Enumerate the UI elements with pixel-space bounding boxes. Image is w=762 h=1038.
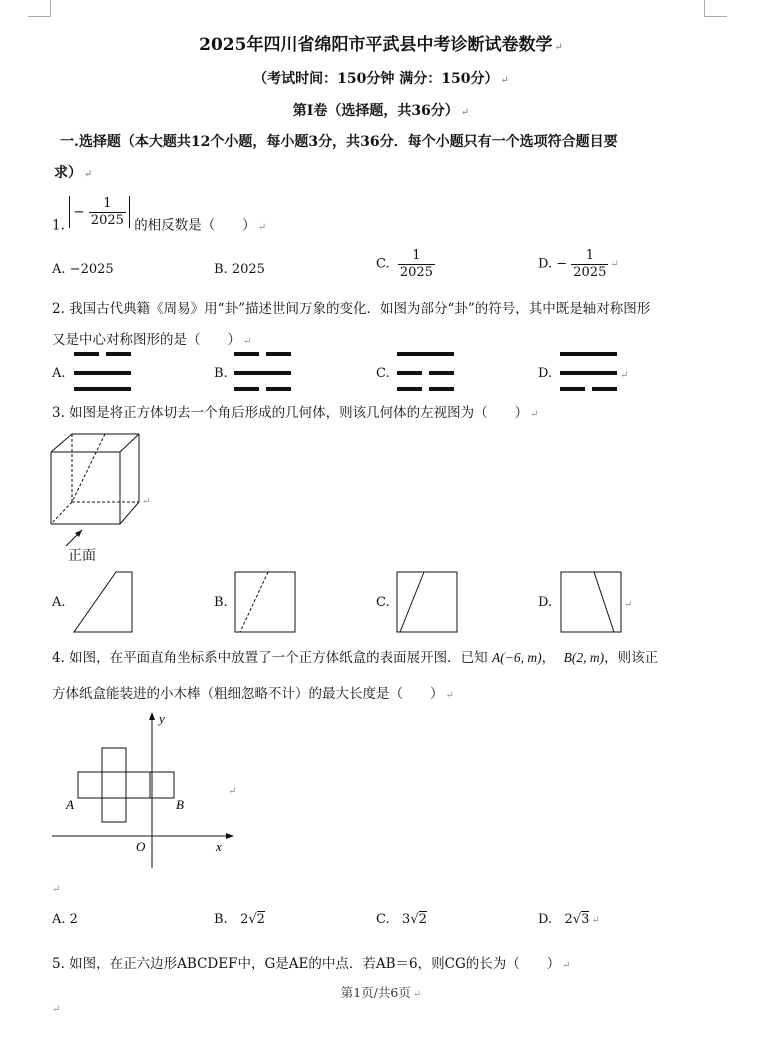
sqrt-sign-icon: √ bbox=[410, 912, 419, 927]
question-3: 3. 如图是将正方体切去一个角后形成的几何体，则该几何体的左视图为（ ） ↵ bbox=[52, 405, 539, 421]
question-1: 1. − $\frac{1}{2025}$ 的相反数是（ ） $_↵$ bbox=[52, 196, 267, 234]
q2-option-b-label: B. bbox=[214, 366, 228, 381]
x-axis-label: x bbox=[216, 839, 222, 854]
page-title: 2025年四川省绵阳市平武县中考诊断试卷数学 ↵ bbox=[199, 35, 563, 55]
q2-option-a-label: A. bbox=[52, 366, 66, 381]
return-mark: ↵ bbox=[620, 370, 629, 381]
sqrt-sign-icon: √ bbox=[572, 912, 582, 927]
point-a-coordinate: A(−6, m) bbox=[491, 650, 542, 665]
sqrt-sign-icon: √ bbox=[248, 912, 257, 927]
q3-option-d-figure bbox=[560, 570, 624, 634]
q2-option-d-label: D. bbox=[538, 366, 553, 381]
q1-option-a: A. −2025 bbox=[52, 262, 114, 277]
abs-value-expression: − $\frac{1}{2025}$ bbox=[69, 196, 130, 228]
question-4-line2: 方体纸盒能装进的小木棒（粗细忽略不计）的最大长度是（ ） ↵ bbox=[52, 686, 454, 702]
return-mark: ↵ bbox=[52, 884, 61, 895]
q3-option-c-figure bbox=[396, 570, 460, 634]
question-2-line1: 2. 我国古代典籍《周易》用“卦”描述世间万象的变化．如图为部分“卦”的符号，其中既是轴对称图形 bbox=[52, 301, 651, 317]
q4-option-b: B. 2√2 bbox=[214, 912, 265, 927]
origin-label: O bbox=[136, 839, 146, 854]
exam-info: （考试时间：150分钟 满分：150分） ↵ bbox=[253, 71, 509, 87]
section-heading-line1: 一.选择题（本大题共12个小题，每小题3分，共36分．每个小题只有一个选项符合题目要 bbox=[60, 134, 618, 150]
point-b-label: B bbox=[176, 797, 184, 812]
question-5: 5. 如图，在正六边形ABCDEF中，G是AE的中点．若AB＝6，则CG的长为（ ） ↵ bbox=[52, 956, 571, 972]
section-heading-line2: 求） ↵ bbox=[54, 165, 93, 181]
q3-option-d-label: D. bbox=[538, 595, 553, 610]
return-mark: ↵ bbox=[624, 599, 633, 610]
front-view-label: 正面 bbox=[68, 548, 96, 564]
question-4-line1: 4. 如图，在平面直角坐标系中放置了一个正方体纸盒的表面展开图．已知 A(−6, m)， B(2, m)，则该正 bbox=[52, 650, 659, 666]
q3-option-b-label: B. bbox=[214, 595, 228, 610]
q4-option-a: A. 2 bbox=[52, 912, 78, 927]
return-mark: ↵ bbox=[228, 786, 237, 797]
part-title: 第Ⅰ卷（选择题，共36分） ↵ bbox=[292, 103, 470, 119]
q1-option-c: C. $\frac{1}{2025}$ bbox=[376, 248, 433, 280]
page-footer: 第1页/共6页 ↵ bbox=[340, 985, 422, 1000]
q3-option-c-label: C. bbox=[376, 595, 390, 610]
question-2-line2: 又是中心对称图形的是（ ） ↵ bbox=[52, 332, 252, 348]
y-axis-label: y bbox=[159, 711, 165, 726]
q3-option-a-label: A. bbox=[52, 595, 66, 610]
return-mark: ↵ bbox=[52, 1004, 61, 1015]
corner-mark-left bbox=[28, 0, 51, 17]
return-mark: ↵ bbox=[142, 496, 151, 507]
q1-option-b: B. 2025 bbox=[214, 262, 265, 277]
coordinate-net-figure bbox=[48, 708, 238, 873]
corner-mark-right bbox=[704, 0, 727, 17]
q4-option-c: C. 3√2 bbox=[376, 912, 427, 927]
q3-option-b-figure bbox=[234, 570, 298, 634]
point-a-label: A bbox=[66, 797, 74, 812]
q2-option-c-label: C. bbox=[376, 366, 390, 381]
point-b-coordinate: B(2, m) bbox=[563, 650, 605, 665]
q4-option-d: D. 2√3 ↵ bbox=[538, 912, 600, 927]
q3-option-a-figure bbox=[72, 570, 136, 634]
q1-option-d: D. − $\frac{1}{2025}$ ↵ bbox=[538, 248, 619, 280]
